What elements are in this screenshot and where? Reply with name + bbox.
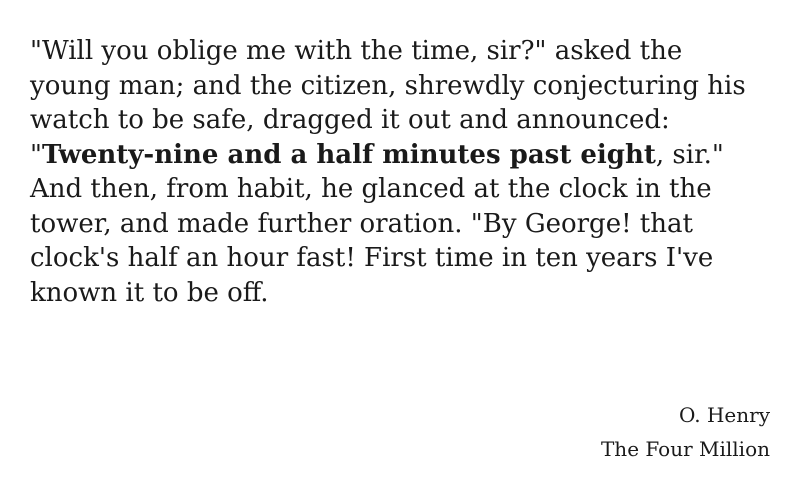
quote-text-before: "Will you oblige me with the time, sir?" asked the young man; and the citizen, shrewdly conjecturing his watch to be safe, dragged it out and announced: " <box>30 36 746 170</box>
attribution <box>601 400 770 468</box>
quote-text-after: , sir." And then, from habit, he glanced at the clock in the tower, and made further oration. "By George! that clock's half an hour fast! First time in ten years I've known it to be off. <box>30 139 724 308</box>
author-name: O. Henry <box>679 403 770 427</box>
work-title: The Four Million <box>600 437 770 461</box>
quote-text <box>30 34 770 310</box>
quote-highlight: Twenty-nine and a half minutes past eight <box>41 139 656 170</box>
